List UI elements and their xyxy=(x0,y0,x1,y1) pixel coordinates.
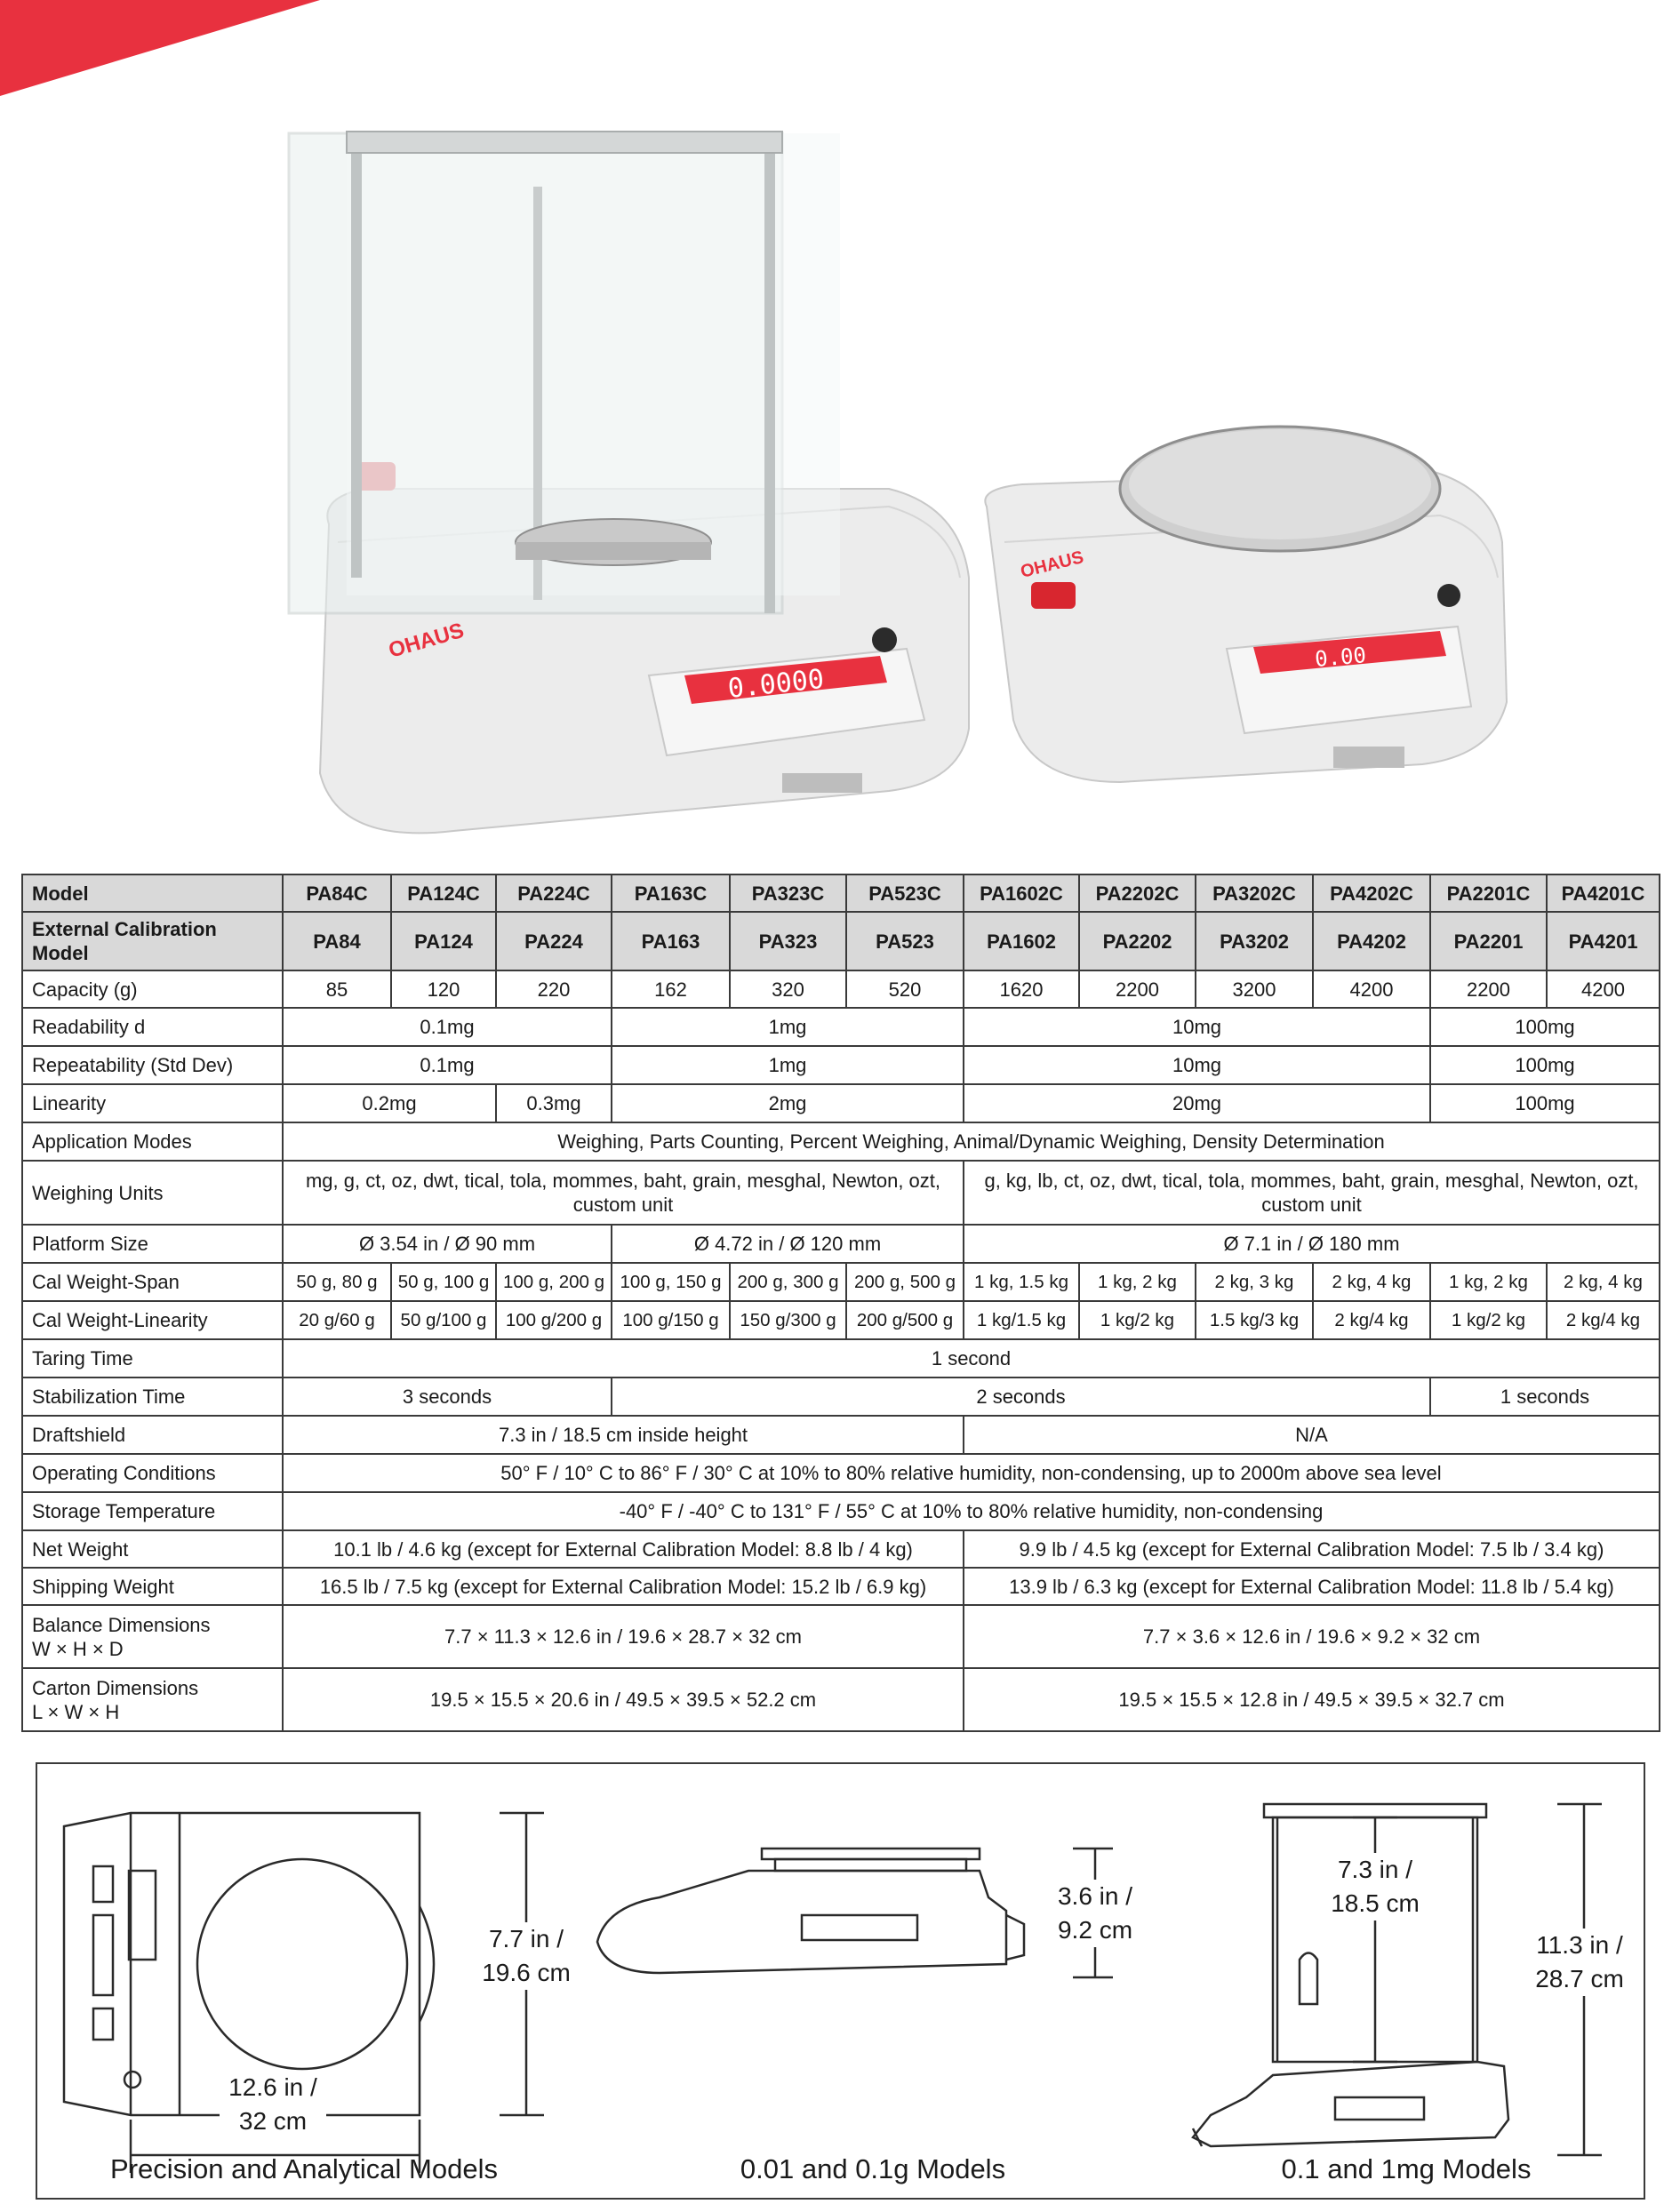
value-cell: 2200 xyxy=(1079,970,1196,1008)
value-cell: 7.3 in / 18.5 cm inside height xyxy=(283,1416,964,1454)
row-label: Storage Temperature xyxy=(22,1492,283,1530)
value-cell: 0.3mg xyxy=(496,1084,612,1122)
value-cell: 100mg xyxy=(1430,1046,1660,1084)
row-label-line: Balance Dimensions xyxy=(32,1613,211,1636)
row-label: Cal Weight-Linearity xyxy=(22,1301,283,1339)
model-cell: PA323C xyxy=(730,874,846,912)
dimension-drawings xyxy=(36,1762,1645,2200)
value-cell: 10.1 lb / 4.6 kg (except for External Calibration Model: 8.8 lb / 4 kg) xyxy=(283,1530,964,1568)
dim-line: 18.5 cm xyxy=(1331,1889,1420,1917)
row-label: Weighing Units xyxy=(22,1161,283,1225)
value-cell: 19.5 × 15.5 × 12.8 in / 49.5 × 39.5 × 32.7 cm xyxy=(964,1668,1660,1731)
value-cell: 0.1mg xyxy=(283,1046,612,1084)
readability-row xyxy=(22,1008,1660,1046)
value-cell: 220 xyxy=(496,970,612,1008)
draftshield-row xyxy=(22,1416,1660,1454)
row-label: Readability d xyxy=(22,1008,283,1046)
model-cell: PA163 xyxy=(612,912,730,970)
value-cell: 20 g/60 g xyxy=(283,1301,391,1339)
value-cell: 50 g/100 g xyxy=(391,1301,496,1339)
storage-temperature-row xyxy=(22,1492,1660,1530)
row-label: Platform Size xyxy=(22,1225,283,1263)
model-cell: PA224 xyxy=(496,912,612,970)
value-cell: 1 kg/2 kg xyxy=(1079,1301,1196,1339)
value-cell: 2 kg, 4 kg xyxy=(1313,1263,1430,1301)
top-view-depth-label xyxy=(220,2071,326,2138)
caption-precision-analytical: Precision and Analytical Models xyxy=(110,2153,498,2184)
value-cell: 4200 xyxy=(1547,970,1660,1008)
row-label: Model xyxy=(22,874,283,912)
value-cell: 2mg xyxy=(612,1084,964,1122)
row-label: Linearity xyxy=(22,1084,283,1122)
value-cell: 13.9 lb / 6.3 kg (except for External Calibration Model: 11.8 lb / 5.4 kg) xyxy=(964,1568,1660,1605)
cal-weight-linearity-row xyxy=(22,1301,1660,1339)
caption-01-1mg-models: 0.1 and 1mg Models xyxy=(1281,2153,1532,2184)
model-cell: PA2201 xyxy=(1430,912,1547,970)
svg-text:OHAUS: OHAUS xyxy=(386,618,467,663)
balance-dimensions-row xyxy=(22,1605,1660,1668)
model-cell: PA4202 xyxy=(1313,912,1430,970)
model-cell: PA4202C xyxy=(1313,874,1430,912)
value-cell: 100 g, 150 g xyxy=(612,1263,730,1301)
value-cell: 1 kg, 1.5 kg xyxy=(964,1263,1079,1301)
value-cell: 0.1mg xyxy=(283,1008,612,1046)
value-cell: Weighing, Parts Counting, Percent Weighing, Animal/Dynamic Weighing, Density Determination xyxy=(283,1122,1660,1161)
model-cell: PA124C xyxy=(391,874,496,912)
value-cell: 320 xyxy=(730,970,846,1008)
value-cell: 3200 xyxy=(1196,970,1313,1008)
value-cell: 2 seconds xyxy=(612,1378,1430,1416)
value-cell: 1 kg, 2 kg xyxy=(1079,1263,1196,1301)
linearity-row xyxy=(22,1084,1660,1122)
value-cell: N/A xyxy=(964,1416,1660,1454)
row-label-line: W × H × D xyxy=(32,1637,124,1660)
cal-weight-span-row xyxy=(22,1263,1660,1301)
operating-conditions-row xyxy=(22,1454,1660,1492)
svg-text:OHAUS: OHAUS xyxy=(1018,547,1086,582)
application-modes-row xyxy=(22,1122,1660,1161)
value-cell: 1mg xyxy=(612,1008,964,1046)
side-view-height-label xyxy=(1042,1880,1148,1947)
value-cell: 50 g, 80 g xyxy=(283,1263,391,1301)
specifications-table xyxy=(21,874,1660,1732)
model-cell: PA84C xyxy=(283,874,391,912)
dim-line: 11.3 in / xyxy=(1536,1931,1623,1959)
value-cell: Ø 4.72 in / Ø 120 mm xyxy=(612,1225,964,1263)
value-cell: 19.5 × 15.5 × 20.6 in / 49.5 × 39.5 × 52.2 cm xyxy=(283,1668,964,1731)
value-cell: 9.9 lb / 4.5 kg (except for External Calibration Model: 7.5 lb / 3.4 kg) xyxy=(964,1530,1660,1568)
row-label: Stabilization Time xyxy=(22,1378,283,1416)
row-label: Net Weight xyxy=(22,1530,283,1568)
row-label: Capacity (g) xyxy=(22,970,283,1008)
dim-line: 9.2 cm xyxy=(1057,1916,1133,1944)
value-cell: 100 g/150 g xyxy=(612,1301,730,1339)
value-cell: 1 second xyxy=(283,1339,1660,1378)
value-cell: 0.2mg xyxy=(283,1084,496,1122)
model-row xyxy=(22,874,1660,912)
model-cell: PA2202C xyxy=(1079,874,1196,912)
value-cell: 1 kg, 2 kg xyxy=(1430,1263,1547,1301)
value-cell: 85 xyxy=(283,970,391,1008)
value-cell: 520 xyxy=(846,970,964,1008)
value-cell: 150 g/300 g xyxy=(730,1301,846,1339)
dim-line: 28.7 cm xyxy=(1535,1965,1624,1992)
value-cell: 1620 xyxy=(964,970,1079,1008)
value-cell: 2 kg, 3 kg xyxy=(1196,1263,1313,1301)
model-cell: PA84 xyxy=(283,912,391,970)
value-cell: 20mg xyxy=(964,1084,1430,1122)
row-label xyxy=(22,1668,283,1731)
row-label: Draftshield xyxy=(22,1416,283,1454)
external-calibration-row xyxy=(22,912,1660,970)
value-cell: mg, g, ct, oz, dwt, tical, tola, mommes, baht, grain, mesghal, Newton, ozt, custom unit xyxy=(283,1161,964,1225)
model-cell: PA3202C xyxy=(1196,874,1313,912)
value-cell: 100mg xyxy=(1430,1008,1660,1046)
row-label: Cal Weight-Span xyxy=(22,1263,283,1301)
dim-line: 7.3 in / xyxy=(1337,1856,1413,1883)
model-cell: PA523C xyxy=(846,874,964,912)
repeatability-row xyxy=(22,1046,1660,1084)
dim-line: 19.6 cm xyxy=(482,1959,571,1986)
draftshield-total-height-label xyxy=(1522,1929,1637,1996)
carton-dimensions-row xyxy=(22,1668,1660,1731)
value-cell: 10mg xyxy=(964,1046,1430,1084)
model-cell: PA523 xyxy=(846,912,964,970)
value-cell: 50° F / 10° C to 86° F / 30° C at 10% to 80% relative humidity, non-condensing, up to 2000m above sea level xyxy=(283,1454,1660,1492)
row-label xyxy=(22,1605,283,1668)
value-cell: 10mg xyxy=(964,1008,1430,1046)
model-cell: PA224C xyxy=(496,874,612,912)
weighing-units-row xyxy=(22,1161,1660,1225)
taring-time-row xyxy=(22,1339,1660,1378)
row-label-line: Carton Dimensions xyxy=(32,1676,199,1699)
value-cell: Ø 3.54 in / Ø 90 mm xyxy=(283,1225,612,1263)
value-cell: 50 g, 100 g xyxy=(391,1263,496,1301)
analytical-balance-image xyxy=(289,132,969,833)
model-cell: PA124 xyxy=(391,912,496,970)
row-label: External Calibration Model xyxy=(22,912,283,970)
model-cell: PA4201 xyxy=(1547,912,1660,970)
dim-line: 32 cm xyxy=(238,2107,308,2135)
value-cell: 100 g/200 g xyxy=(496,1301,612,1339)
row-label-line: L × W × H xyxy=(32,1700,120,1723)
value-cell: 2 kg, 4 kg xyxy=(1547,1263,1660,1301)
model-cell: PA1602C xyxy=(964,874,1079,912)
row-label: Shipping Weight xyxy=(22,1568,283,1605)
dim-line: 3.6 in / xyxy=(1057,1882,1133,1910)
value-cell: 3 seconds xyxy=(283,1378,612,1416)
model-cell: PA1602 xyxy=(964,912,1079,970)
value-cell: Ø 7.1 in / Ø 180 mm xyxy=(964,1225,1660,1263)
value-cell: 2 kg/4 kg xyxy=(1547,1301,1660,1339)
net-weight-row xyxy=(22,1530,1660,1568)
value-cell: 100 g, 200 g xyxy=(496,1263,612,1301)
value-cell: 2 kg/4 kg xyxy=(1313,1301,1430,1339)
value-cell: 1.5 kg/3 kg xyxy=(1196,1301,1313,1339)
product-photos xyxy=(267,44,1556,862)
dim-line: 12.6 in / xyxy=(228,2073,317,2101)
caption-001-01g-models: 0.01 and 0.1g Models xyxy=(740,2153,1006,2184)
row-label: Taring Time xyxy=(22,1339,283,1378)
value-cell: -40° F / -40° C to 131° F / 55° C at 10% to 80% relative humidity, non-condensing xyxy=(283,1492,1660,1530)
svg-text:0.00: 0.00 xyxy=(1314,643,1368,672)
value-cell: 1 kg/1.5 kg xyxy=(964,1301,1079,1339)
platform-size-row xyxy=(22,1225,1660,1263)
value-cell: 200 g/500 g xyxy=(846,1301,964,1339)
draftshield-inner-height-label xyxy=(1322,1853,1428,1921)
dim-line: 7.7 in / xyxy=(488,1925,564,1952)
precision-balance-image xyxy=(985,427,1507,782)
value-cell: 1 kg/2 kg xyxy=(1430,1301,1547,1339)
value-cell: 2200 xyxy=(1430,970,1547,1008)
model-cell: PA3202 xyxy=(1196,912,1313,970)
value-cell: 7.7 × 3.6 × 12.6 in / 19.6 × 9.2 × 32 cm xyxy=(964,1605,1660,1668)
capacity-row xyxy=(22,970,1660,1008)
stabilization-time-row xyxy=(22,1378,1660,1416)
value-cell: 4200 xyxy=(1313,970,1430,1008)
value-cell: 200 g, 300 g xyxy=(730,1263,846,1301)
value-cell: 1 seconds xyxy=(1430,1378,1660,1416)
row-label: Application Modes xyxy=(22,1122,283,1161)
model-cell: PA323 xyxy=(730,912,846,970)
value-cell: 1mg xyxy=(612,1046,964,1084)
model-cell: PA4201C xyxy=(1547,874,1660,912)
value-cell: 162 xyxy=(612,970,730,1008)
model-cell: PA2201C xyxy=(1430,874,1547,912)
value-cell: 120 xyxy=(391,970,496,1008)
row-label: Repeatability (Std Dev) xyxy=(22,1046,283,1084)
svg-text:0.0000: 0.0000 xyxy=(726,663,826,705)
row-label: Operating Conditions xyxy=(22,1454,283,1492)
value-cell: g, kg, lb, ct, oz, dwt, tical, tola, mommes, baht, grain, mesghal, Newton, ozt, custom unit xyxy=(964,1161,1660,1225)
value-cell: 16.5 lb / 7.5 kg (except for External Calibration Model: 15.2 lb / 6.9 kg) xyxy=(283,1568,964,1605)
top-view-width-label xyxy=(473,1922,580,1990)
value-cell: 7.7 × 11.3 × 12.6 in / 19.6 × 28.7 × 32 cm xyxy=(283,1605,964,1668)
value-cell: 200 g, 500 g xyxy=(846,1263,964,1301)
shipping-weight-row xyxy=(22,1568,1660,1605)
value-cell: 100mg xyxy=(1430,1084,1660,1122)
model-cell: PA2202 xyxy=(1079,912,1196,970)
model-cell: PA163C xyxy=(612,874,730,912)
